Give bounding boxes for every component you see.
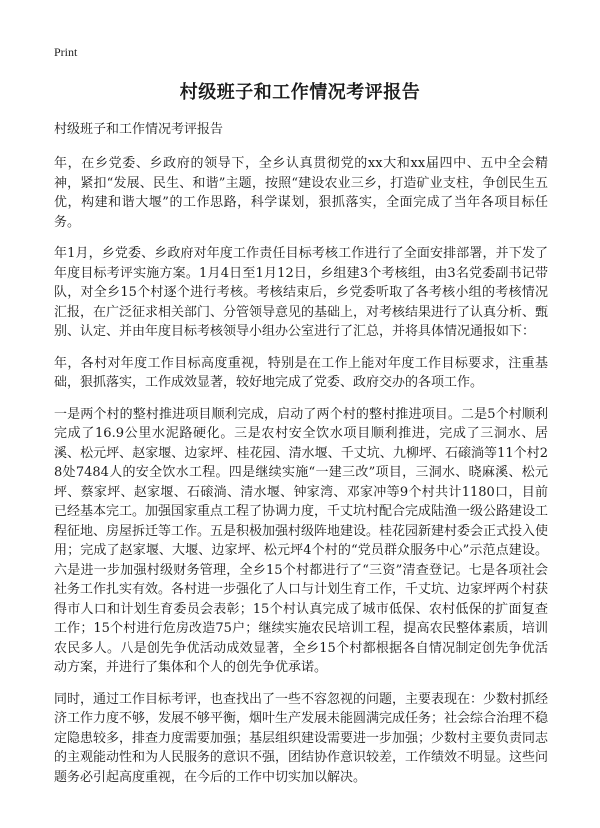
document-subtitle: 村级班子和工作情况考评报告: [54, 122, 224, 137]
paragraph-overall-result: 年，各村对年度工作目标高度重视，特别是在工作上能对年度工作目标要求，注重基础，狠抓落实，工作成效显著，较好地完成了党委、政府交办的各项工作。: [54, 355, 548, 390]
print-link[interactable]: Print: [54, 45, 78, 59]
paragraph-achievements: 一是两个村的整村推进项目顺利完成，启动了两个村的整村推进项目。二是5个村顺利完成了16.9公里水泥路硬化。三是农村安全饮水项目顺利推进，完成了三洞水、居溪、松元坪、赵家堰、边家坪、桂花园、清水堰、千丈坑、九柳坪、石磙淌等11个村28处7484人的安全饮水工程。四是继续实施“一建三改”项目，三洞水、晓麻溪、松元坪、蔡家坪、赵家堰、石磙淌、清水堰、钟家湾、邓家冲等9个村共计1180口，目前已经基本完工。加强国家重点工程了协调力度，千丈坑村配合完成陆渔一级公路建设工程征地、房屋拆迁等工作。五是积极加强村级阵地建设。桂花园新建村委会正式投入使用；完成了赵家堰、大堰、边家坪、松元坪4个村的“党员群众服务中心”示范点建设。六是进一步加强村级财务管理，全乡15个村都进行了“三资”清查登记。七是各项社会社务工作扎实有效。各村进一步强化了人口与计划生育工作，千丈坑、边家坪两个村获得市人口和计划生育委员会表彰；15个村认真完成了城市低保、农村低保的扩面复查工作；15个村进行危房改造75户；继续实施农民培训工程，提高农民整体素质，培训农民多人。八是创先争优活动成效显著，全乡15个村都根据各自情况制定创先争优活动方案，并进行了集体和个人的创先争优承诺。: [54, 406, 549, 675]
document-title: 村级班子和工作情况考评报告: [179, 82, 421, 103]
paragraph-assessment-process: 年1月，乡党委、乡政府对年度工作责任目标考核工作进行了全面安排部署，并下发了年度目标考评实施方案。1月4日至1月12日，乡组建3个考核组，由3名党委副书记带队，对全乡15个村逐个进行考核。考核结束后，乡党委听取了各考核小组的考核情况汇报，在广泛征求相关部门、分管领导意见的基础上，对考核结果进行了认真分析、甄别、认定、并由年度目标考核领导小组办公室进行了汇总，并将具体情况通报如下：: [54, 246, 549, 339]
paragraph-problems: 同时，通过工作目标考评，也查找出了一些不容忽视的问题，主要表现在：少数村抓经济工作力度不够，发展不够平衡，烟叶生产发展未能圆满完成任务；社会综合治理不稳定隐患较多，排查力度需要加强；基层组织建设需要进一步加强；少数村主要负责同志的主观能动性和为人民服务的意识不强，团结协作意识较差，工作绩效不明显。这些问题务必引起高度重视，在今后的工作中切实加以解决。: [54, 691, 549, 785]
paragraph-intro: 年，在乡党委、乡政府的领导下，全乡认真贯彻党的xx大和xx届四中、五中全会精神，紧扣“发展、民生、和谐”主题，按照“建设农业三乡，打造矿业支柱，争创民生五优，构建和谐大堰”的工作思路，科学谋划，狠抓落实，全面完成了当年各项目标任务。: [54, 156, 548, 230]
document-body: [54, 120, 548, 799]
